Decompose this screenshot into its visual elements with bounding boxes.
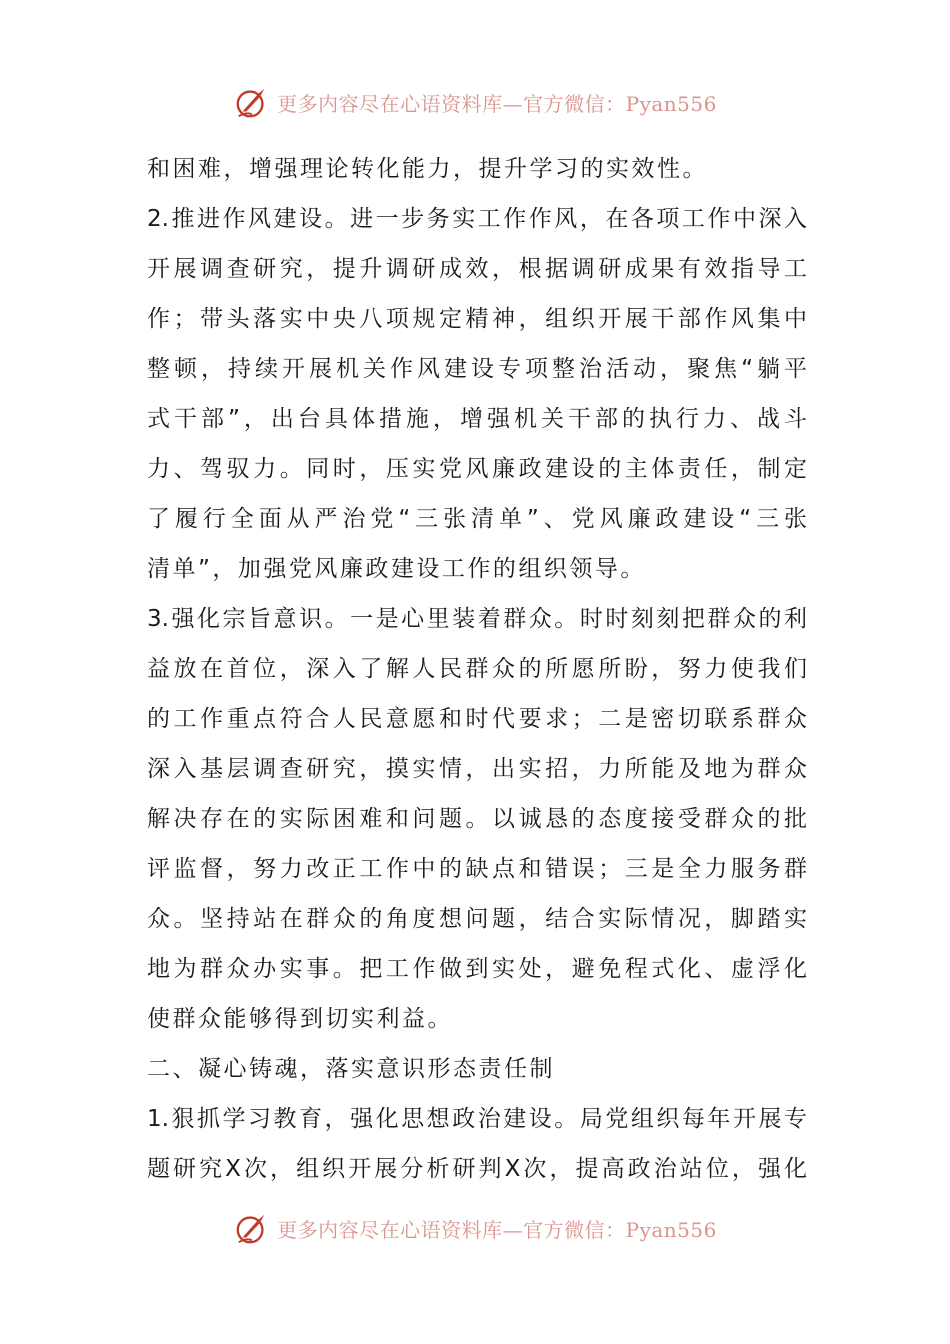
- body-line: 地为群众办实事。把工作做到实处，避免程式化、虚浮化: [147, 956, 807, 982]
- body-line: 解决存在的实际困难和问题。以诚恳的态度接受群众的批: [147, 806, 807, 832]
- body-line: 众。坚持站在群众的角度想问题，结合实际情况，脚踏实: [147, 906, 807, 932]
- body-line: 清单”，加强党风廉政建设工作的组织领导。: [147, 556, 646, 582]
- body-line: 2.推进作风建设。进一步务实工作作风，在各项工作中深入: [147, 206, 807, 232]
- body-line: 了履行全面从严治党“三张清单”、党风廉政建设“三张: [147, 506, 807, 532]
- body-line: 题研究X次，组织开展分析研判X次，提高政治站位，强化: [147, 1156, 807, 1182]
- body-line: 作；带头落实中央八项规定精神，组织开展干部作风集中: [147, 306, 807, 332]
- footer-watermark-banner: [0, 1208, 950, 1248]
- body-line: 的工作重点符合人民意愿和时代要求；二是密切联系群众: [147, 706, 807, 732]
- body-line: 评监督，努力改正工作中的缺点和错误；三是全力服务群: [147, 856, 807, 882]
- body-line: 式干部”，出台具体措施，增强机关干部的执行力、战斗: [147, 406, 807, 432]
- body-line: 和困难，增强理论转化能力，提升学习的实效性。: [147, 156, 708, 182]
- section-heading: 二、凝心铸魂，落实意识形态责任制: [147, 1056, 555, 1082]
- header-watermark-banner: [0, 82, 950, 122]
- document-body: [147, 144, 807, 1194]
- body-line: 深入基层调查研究，摸实情，出实招，力所能及地为群众: [147, 756, 807, 782]
- quill-logo-icon: [233, 83, 271, 121]
- quill-logo-icon: [233, 1209, 271, 1247]
- body-line: 整顿，持续开展机关作风建设专项整治活动，聚焦“躺平: [147, 356, 807, 382]
- body-line: 使群众能够得到切实利益。: [147, 1006, 453, 1032]
- header-banner-text: 更多内容尽在心语资料库—官方微信：Pyan556: [277, 91, 717, 116]
- body-line: 开展调查研究，提升调研成效，根据调研成果有效指导工: [147, 256, 807, 282]
- body-line: 3.强化宗旨意识。一是心里装着群众。时时刻刻把群众的利: [147, 606, 807, 632]
- body-line: 力、驾驭力。同时，压实党风廉政建设的主体责任，制定: [147, 456, 807, 482]
- body-line: 1.狠抓学习教育，强化思想政治建设。局党组织每年开展专: [147, 1106, 807, 1132]
- body-line: 益放在首位，深入了解人民群众的所愿所盼，努力使我们: [147, 656, 807, 682]
- footer-banner-text: 更多内容尽在心语资料库—官方微信：Pyan556: [277, 1217, 717, 1242]
